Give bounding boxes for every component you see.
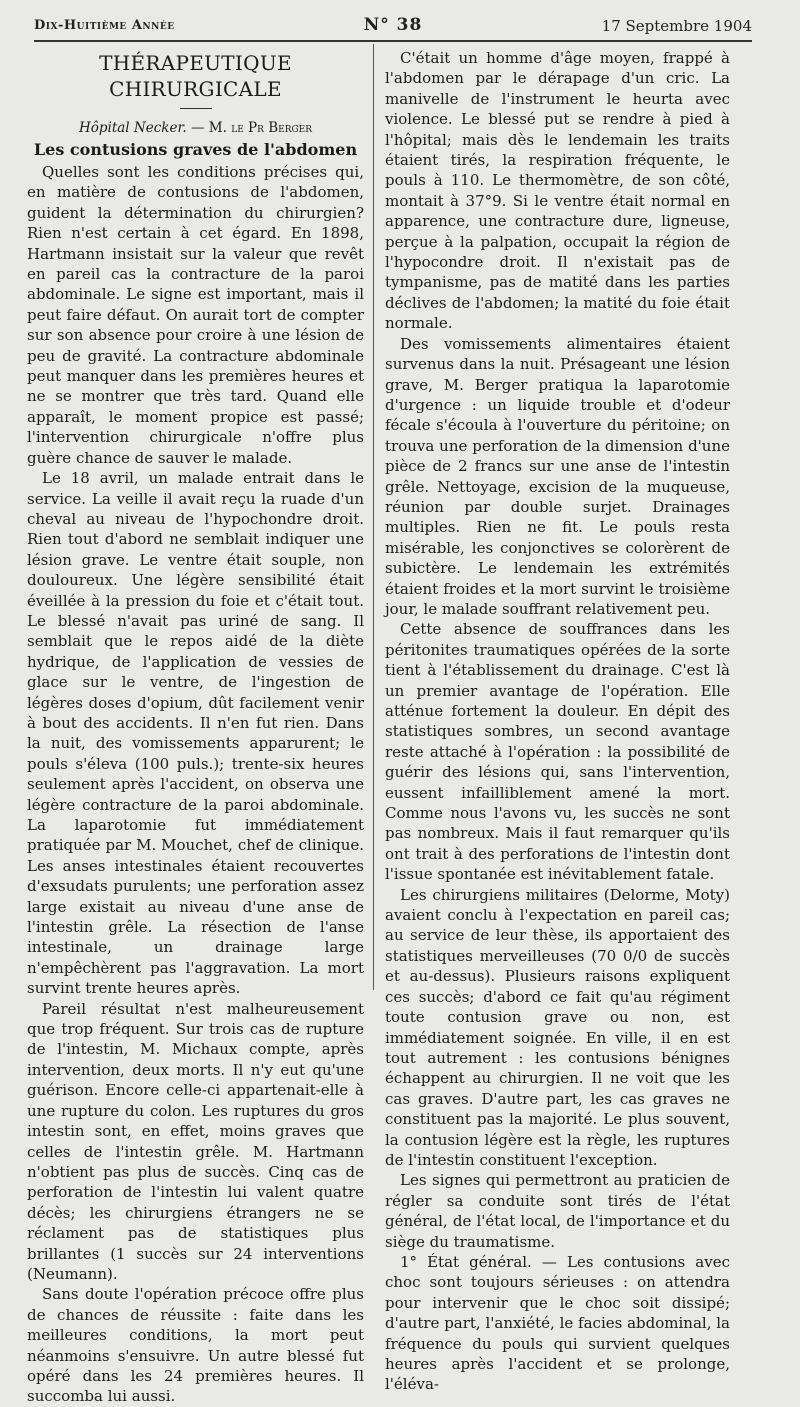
paragraph: Pareil résultat n'est malheureusement que trop fréquent. Sur trois cas de rupture de l'intestin, M. Michaux compte, après intervention, deux morts. Il n'y eut qu'une guérison. Encore celle-ci appartenait-elle à une rupture du colon. Les ruptures du gros intestin sont, en effet, moins graves que celles de l'intestin grêle. M. Hartmann n'obtient pas plus de succès. Cinq cas de perforation de l'intestin lui valent quatre décès; les chirurgiens étrangers ne se réclament pas de statistiques plus brillantes (1 succès sur 24 interventions (Neumann). [27, 999, 364, 1283]
paragraph: C'était un homme d'âge moyen, frappé à l'abdomen par le dérapage d'un cric. La manivelle de l'instrument le heurta avec violence. Le blessé put se rendre à pied à l'hôpital; mais dès le lendemain les traits étaient tirés, la respiration fréquente, le pouls à 110. Le thermomètre, de son côté, montait à 37°9. Si le ventre était normal en apparence, une contracture dure, ligneuse, perçue à la palpation, occupait la région de l'hypocondre droit. Il n'existait pas de tympanisme, pas de matité dans les parties déclives de l'abdomen; la matité du foie était normale. [385, 49, 730, 333]
header-rule [34, 40, 752, 42]
paragraph: Sans doute l'opération précoce offre plus de chances de réussite : faite dans les meilleures conditions, la mort peut néanmoins s'ensuivre. Un autre blessé fut opéré dans les 24 premières heures. Il succomba lui aussi. [27, 1285, 364, 1406]
running-header [34, 14, 752, 38]
header-date: 17 Septembre 1904 [601, 17, 752, 35]
section-title: THÉRAPEUTIQUE CHIRURGICALE [99, 51, 292, 101]
column-divider [373, 44, 374, 990]
left-column [27, 44, 364, 1407]
paragraph: Cette absence de souffrances dans les péritonites traumatiques opérées de la sorte tient à l'établissement du drainage. C'est là un premier avantage de l'opération. Elle atténue fortement la douleur. En dépit des statistiques sombres, un second avantage reste attaché à l'opération : la possibilité de guérir des lésions qui, sans l'intervention, eussent infailliblement amené la mort. Comme nous l'avons vu, les succès ne sont pas nombreux. Mais il faut remarquer qu'ils ont trait à des perforations de l'intestin dont l'issue spontanée est inévitablement fatale. [385, 620, 730, 884]
paragraph: Quelles sont les conditions précises qui, en matière de contusions de l'abdomen, guident la détermination du chirurgien? Rien n'est certain à cet égard. En 1898, Hartmann insistait sur la valeur que revêt en pareil cas la contracture de la paroi abdominale. Le signe est important, mais il peut faire défaut. On aurait tort de compter sur son absence pour croire à une lésion de peu de gravité. La contracture abdominale peut manquer dans les premières heures et ne se montrer que très tard. Quand elle apparaît, le moment propice est passé; l'intervention chirurgicale n'offre plus guère chance de sauver le malade. [27, 163, 364, 467]
header-year: Dix-Huitième Année [34, 18, 175, 33]
header-issue-number: N° 38 [363, 15, 423, 35]
hospital-name: Hôpital Necker. [78, 120, 187, 136]
title-rule [180, 108, 212, 109]
paragraph: Le 18 avril, un malade entrait dans le service. La veille il avait reçu la ruade d'un cheval au niveau de l'hypochondre droit. Rien tout d'abord ne semblait indiquer une lésion grave. Le ventre était souple, non douloureux. Une légère sensibilité était éveillée à la pression du foie et c'était tout. Le blessé n'avait pas uriné de sang. Il semblait que le repos aidé de la diète hydrique, de l'application de vessies de glace sur le ventre, de l'ingestion de légères doses d'opium, dût facilement venir à bout des accidents. Il n'en fut rien. Dans la nuit, des vomissements apparurent; le pouls s'éleva (100 puls.); trente-six heures seulement après l'accident, on observa une légère contracture de la paroi abdominale. La laparotomie fut immédiatement pratiquée par M. Mouchet, chef de clinique. Les anses intestinales étaient recouvertes d'exsudats purulents; une perforation assez large existait au niveau d'une anse de l'intestin grêle. La résection de l'anse intestinale, un drainage large n'empêchèrent pas l'aggravation. La mort survint trente heures après. [27, 469, 364, 998]
paragraph: Les signes qui permettront au praticien de régler sa conduite sont tirés de l'état général, de l'état local, de l'importance et du siège du traumatisme. [385, 1171, 730, 1251]
article-byline [27, 119, 364, 137]
paragraph: 1° État général. — Les contusions avec choc sont toujours sérieuses : on attendra pour intervenir que le choc soit dissipé; d'autre part, l'anxiété, le facies abdominal, la fréquence du pouls qui survient quelques heures après l'accident et se prolonge, l'éléva- [385, 1252, 730, 1394]
right-column [385, 48, 730, 1395]
paragraph: Les chirurgiens militaires (Delorme, Moty) avaient conclu à l'expectation en pareil cas; au service de leur thèse, ils apportaient des statistiques merveilleuses (70 0/0 de succès et au-dessus). Plusieurs raisons expliquent ces succès; d'abord ce fait qu'au régiment toute contusion grave ou non, est immédiatement soignée. En ville, il en est tout autrement : les contusions bénignes échappent au chirurgien. Il ne voit que les cas graves. D'autre part, les cas graves ne constituent pas la majorité. Le plus souvent, la contusion légère est la règle, les ruptures de l'intestin constituent l'exception. [385, 885, 730, 1169]
author-name: — M. le Pr Berger [191, 120, 313, 136]
article-title: Les contusions graves de l'abdomen [33, 140, 358, 159]
paragraph: Des vomissements alimentaires étaient survenus dans la nuit. Présageant une lésion grave, M. Berger pratiqua la laparotomie d'urgence : un liquide trouble et d'odeur fécale s'écoula à l'ouverture du péritoine; on trouva une perforation de la dimension d'une pièce de 2 francs sur une anse de l'intestin grêle. Nettoyage, excision de la muqueuse, réunion par double surjet. Drainages multiples. Rien ne fit. Le pouls resta misérable, les conjonctives se colorèrent de subictère. Le lendemain les extrémités étaient froides et la mort survint le troisième jour, le malade souffrant relativement peu. [385, 334, 730, 618]
